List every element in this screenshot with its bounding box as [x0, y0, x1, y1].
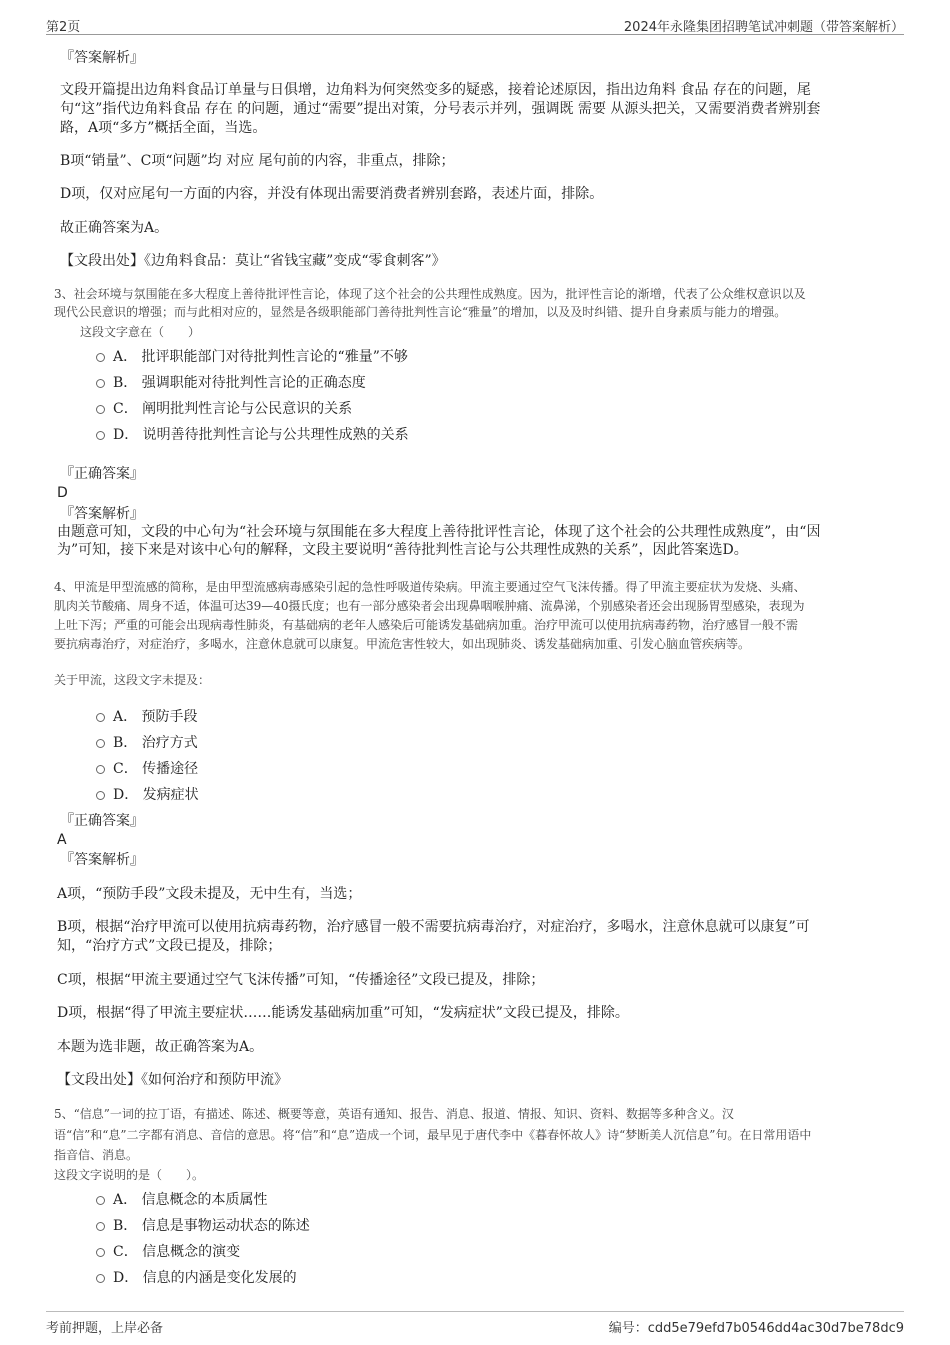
- q3-option-a[interactable]: A． 批评职能部门对待批判性言论的“雅量”不够: [96, 346, 408, 366]
- q5-option-c[interactable]: C． 信息概念的演变: [96, 1241, 240, 1261]
- q4-answer: A: [57, 832, 67, 848]
- q3-answer-label: 『正确答案』: [60, 466, 144, 482]
- q4-option-b[interactable]: B． 治疗方式: [96, 732, 198, 752]
- radio-icon[interactable]: [96, 739, 105, 748]
- radio-icon[interactable]: [96, 405, 105, 414]
- radio-icon[interactable]: [96, 353, 105, 362]
- q4-stem-line: 肌肉关节酸痛、周身不适，体温可达39—40摄氏度；也有一部分感染者会出现鼻咽喉肿痛、流鼻涕，个别感染者还会出现肠胃型感染，表现为: [54, 599, 805, 613]
- page-footer: [46, 1311, 904, 1338]
- q3-analysis-label: 『答案解析』: [60, 506, 144, 522]
- q2-conclusion: 故正确答案为A。: [60, 220, 169, 236]
- q4-question: 关于甲流，这段文字未提及：: [54, 673, 211, 687]
- q5-stem-line: 5、“信息”一词的拉丁语，有描述、陈述、概要等意，英语有通知、报告、消息、报道、情报、知识、资料、数据等多种含义。汉: [54, 1107, 734, 1121]
- q4-conclusion: 本题为选非题，故正确答案为A。: [57, 1039, 264, 1055]
- q4-stem-line: 上吐下泻；严重的可能会出现病毒性肺炎，有基础病的老年人感染后可能诱发基础病加重。治疗甲流可以使用抗病毒药物，治疗感冒一般不需: [54, 618, 799, 632]
- q2-analysis-bc: B项“销量”、C项“问题”均 对应 尾句前的内容，非重点，排除；: [60, 153, 455, 169]
- page-header: [46, 14, 904, 35]
- q4-option-d[interactable]: D． 发病症状: [96, 784, 199, 804]
- q4-analysis-a: A项，“预防手段”文段未提及，无中生有，当选；: [57, 886, 362, 902]
- radio-icon[interactable]: [96, 379, 105, 388]
- q4-analysis-label: 『答案解析』: [60, 852, 144, 868]
- q4-analysis-b: 知，“治疗方式”文段已提及，排除；: [57, 938, 282, 954]
- radio-icon[interactable]: [96, 1196, 105, 1205]
- document-code: 编号：cdd5e79efd7b0546dd4ac30d7be78dc9: [608, 1321, 904, 1336]
- radio-icon[interactable]: [96, 1274, 105, 1283]
- q5-option-a[interactable]: A． 信息概念的本质属性: [96, 1189, 268, 1209]
- q5-question: 这段文字说明的是（ ）。: [54, 1168, 205, 1182]
- q4-option-c[interactable]: C． 传播途径: [96, 758, 198, 778]
- footer-slogan: 考前押题，上岸必备: [46, 1321, 164, 1336]
- q3-analysis-line: 为”可知，接下来是对该中心句的解释，文段主要说明“善待批判性言论与公共理性成熟的关系”，因此答案选D。: [57, 542, 748, 558]
- q4-answer-label: 『正确答案』: [60, 813, 144, 829]
- q3-answer: D: [57, 485, 68, 501]
- document-title: 2024年永隆集团招聘笔试冲刺题（带答案解析）: [623, 20, 904, 35]
- q3-option-b[interactable]: B． 强调职能对待批判性言论的正确态度: [96, 372, 366, 392]
- q3-analysis-line: 由题意可知，文段的中心句为“社会环境与氛围能在多大程度上善待批评性言论，体现了这个社会的公共理性成熟度”，由“因: [57, 524, 821, 540]
- q2-analysis-line: 路，A项“多方”概括全面，当选。: [60, 120, 267, 136]
- q4-stem-line: 要抗病毒治疗，对症治疗，多喝水，注意休息就可以康复。甲流危害性较大，如出现肺炎、诱发基础病加重、引发心脑血管疾病等。: [54, 637, 751, 651]
- radio-icon[interactable]: [96, 765, 105, 774]
- q5-option-d[interactable]: D． 信息的内涵是变化发展的: [96, 1267, 297, 1287]
- q3-stem-line: 现代公民意识的增强；而与此相对应的，显然是各级职能部门善待批判性言论“雅量”的增加，以及及时纠错、提升自身素质与能力的增强。: [54, 305, 787, 319]
- q2-analysis-label: 『答案解析』: [60, 50, 144, 66]
- q4-analysis-b: B项，根据“治疗甲流可以使用抗病毒药物，治疗感冒一般不需要抗病毒治疗，对症治疗，多喝水，注意休息就可以康复”可: [57, 919, 810, 935]
- q5-stem-line: 指音信、消息。: [54, 1148, 139, 1162]
- q4-option-a[interactable]: A． 预防手段: [96, 706, 198, 726]
- radio-icon[interactable]: [96, 431, 105, 440]
- q4-stem-line: 4、甲流是甲型流感的简称，是由甲型流感病毒感染引起的急性呼吸道传染病。甲流主要通过空气飞沫传播。得了甲流主要症状为发烧、头痛、: [54, 580, 806, 594]
- radio-icon[interactable]: [96, 791, 105, 800]
- q3-option-c[interactable]: C． 阐明批判性言论与公民意识的关系: [96, 398, 352, 418]
- q3-option-d[interactable]: D． 说明善待批判性言论与公共理性成熟的关系: [96, 424, 409, 444]
- q3-question: 这段文字意在（ ）: [80, 325, 201, 339]
- q2-analysis-line: 句“这”指代边角料食品 存在 的问题，通过“需要”提出对策，分号表示并列，强调既 需要 从源头把关，又需要消费者辨别套: [60, 101, 821, 117]
- q2-analysis-d: D项，仅对应尾句一方面的内容，并没有体现出需要消费者辨别套路，表述片面，排除。: [60, 186, 604, 202]
- q4-analysis-c: C项，根据“甲流主要通过空气飞沫传播”可知，“传播途径”文段已提及，排除；: [57, 972, 545, 988]
- q3-stem-line: 3、社会环境与氛围能在多大程度上善待批评性言论，体现了这个社会的公共理性成熟度。因为，批评性言论的渐增，代表了公众维权意识以及: [54, 287, 806, 301]
- q5-option-b[interactable]: B． 信息是事物运动状态的陈述: [96, 1215, 310, 1235]
- page-number: 第2页: [46, 20, 81, 35]
- radio-icon[interactable]: [96, 1222, 105, 1231]
- radio-icon[interactable]: [96, 713, 105, 722]
- q5-stem-line: 语“信”和“息”二字都有消息、音信的意思。将“信”和“息”造成一个词，最早见于唐代李中《暮春怀故人》诗“梦断美人沉信息”句。在日常用语中: [54, 1128, 812, 1142]
- q2-source: 【文段出处】《边角料食品：莫让“省钱宝藏”变成“零食刺客”》: [60, 253, 446, 269]
- radio-icon[interactable]: [96, 1248, 105, 1257]
- q4-source: 【文段出处】《如何治疗和预防甲流》: [57, 1072, 288, 1088]
- q2-analysis-line: 文段开篇提出边角料食品订单量与日俱增，边角料为何突然变多的疑惑，接着论述原因，指出边角料 食品 存在的问题，尾: [60, 82, 811, 98]
- q4-analysis-d: D项，根据“得了甲流主要症状……能诱发基础病加重”可知，“发病症状”文段已提及，排除。: [57, 1005, 629, 1021]
